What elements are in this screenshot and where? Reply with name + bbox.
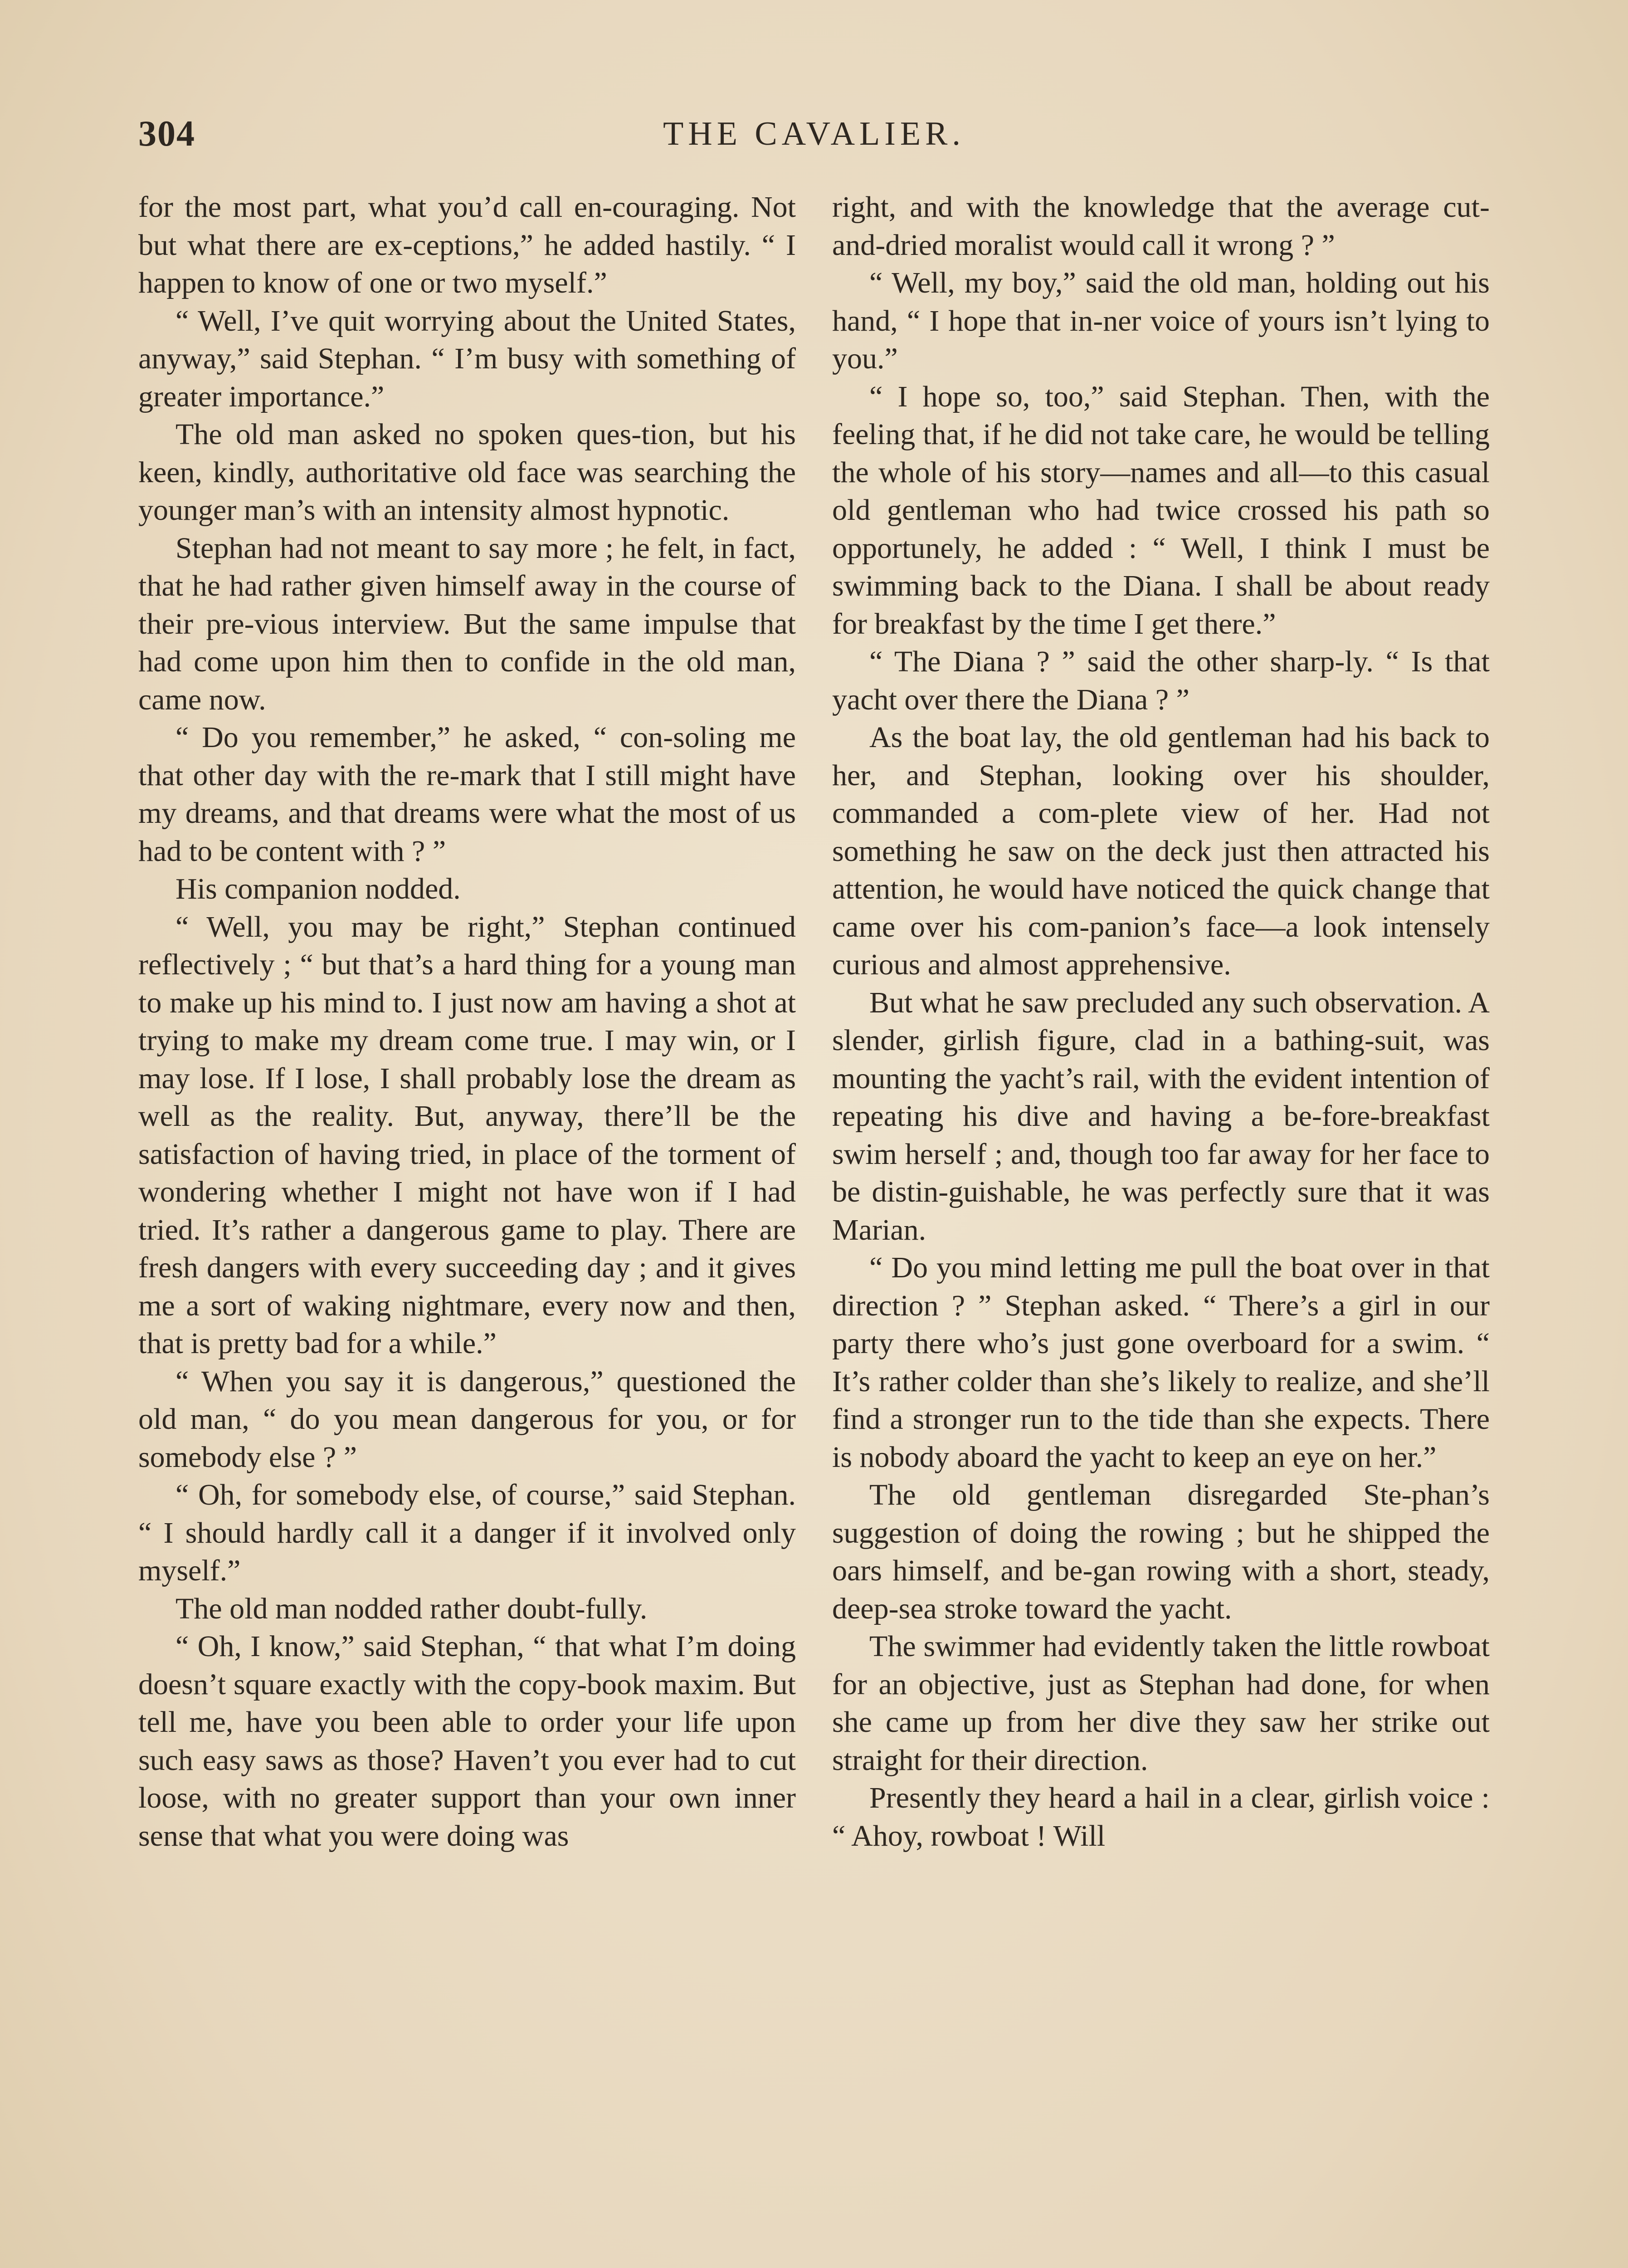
- paragraph: “ Well, you may be right,” Stephan continued reflectively ; “ but that’s a hard thing for a young man to make up his mind to. I just now am having a shot at trying to make my dream come true. I may win, or I may lose. If I lose, I shall probably lose the dream as well as the reality. But, anyway, there’ll be the satisfaction of having tried, in place of the torment of wondering whether I might not have won if I had tried. It’s rather a dangerous game to play. There are fresh dangers with every succeeding day ; and it gives me a sort of waking nightmare, every now and then, that is pretty bad for a while.”: [138, 910, 796, 1360]
- paragraph: His companion nodded.: [175, 872, 461, 905]
- paragraph: “ Oh, for somebody else, of course,” said Stephan. “ I should hardly call it a danger if it involved only myself.”: [138, 1478, 796, 1587]
- page-number: 304: [138, 114, 195, 154]
- paragraph: Presently they heard a hail in a clear, girlish voice : “ Ahoy, rowboat ! Will: [832, 1781, 1490, 1853]
- paragraph: The swimmer had evidently taken the little rowboat for an objective, just as Stephan had done, for when she came up from her dive they saw her strike out straight for their direction.: [832, 1630, 1490, 1777]
- paragraph: “ Oh, I know,” said Stephan, “ that what I’m doing doesn’t square exactly with the copy-book maxim. But tell me, have you been able to order your life upon such easy saws as those? Haven’t you ever had to cut loose, with no greater support than your own inner sense that what you were doing was: [138, 1630, 796, 1853]
- paragraph: “ When you say it is dangerous,” questioned the old man, “ do you mean dangerous for you, or for somebody else ? ”: [138, 1364, 796, 1474]
- paragraph: “ Well, my boy,” said the old man, holding out his hand, “ I hope that in-ner voice of yours isn’t lying to you.”: [832, 266, 1490, 375]
- paragraph: “ The Diana ? ” said the other sharp-ly. “ Is that yacht over there the Diana ? ”: [832, 645, 1490, 716]
- paragraph: “ Do you mind letting me pull the boat over in that direction ? ” Stephan asked. “ There’s a girl in our party there who’s just gone overboard for a swim. “ It’s rather colder than she’s likely to realize, and she’ll find a stronger run to the tide than she expects. There is nobody aboard the yacht to keep an eye on her.”: [832, 1251, 1490, 1474]
- paragraph: As the boat lay, the old gentleman had his back to her, and Stephan, looking over his shoulder, commanded a com-plete view of her. Had not something he saw on the deck just then attracted his attention, he would have noticed the quick change that came over his com-panion’s face—a look intensely curious and almost apprehensive.: [832, 721, 1490, 981]
- paragraph: right, and with the knowledge that the average cut-and-dried moralist would call it wrong ? ”: [832, 191, 1490, 262]
- paragraph: Stephan had not meant to say more ; he felt, in fact, that he had rather given himself away in the course of their pre-vious interview. But the same impulse that had come upon him then to confide in the old man, came now.: [138, 531, 796, 716]
- right-column: [832, 188, 1490, 1855]
- paragraph: for the most part, what you’d call en-couraging. Not but what there are ex-ceptions,” he added hastily. “ I happen to know of one or two myself.”: [138, 191, 796, 299]
- paragraph: The old gentleman disregarded Ste-phan’s suggestion of doing the rowing ; but he shipped the oars himself, and be-gan rowing with a short, steady, deep-sea stroke toward the yacht.: [832, 1478, 1490, 1625]
- left-column: [138, 188, 796, 1855]
- paragraph: The old man asked no spoken ques-tion, but his keen, kindly, authoritative old face was searching the younger man’s with an intensity almost hypnotic.: [138, 418, 796, 527]
- paragraph: “ I hope so, too,” said Stephan. Then, with the feeling that, if he did not take care, he would be telling the whole of his story—names and all—to this casual old gentleman who had twice crossed his path so opportunely, he added : “ Well, I think I must be swimming back to the Diana. I shall be about ready for breakfast by the time I get there.”: [832, 380, 1490, 640]
- page-header: [138, 109, 1490, 159]
- paragraph: “ Well, I’ve quit worrying about the United States, anyway,” said Stephan. “ I’m busy with something of greater importance.”: [138, 304, 796, 413]
- paragraph: “ Do you remember,” he asked, “ con-soling me that other day with the re-mark that I still might have my dreams, and that dreams were what the most of us had to be content with ? ”: [138, 721, 796, 868]
- paragraph: The old man nodded rather doubt-fully.: [175, 1592, 648, 1625]
- running-head: THE CAVALIER.: [663, 115, 965, 152]
- paragraph: But what he saw precluded any such observation. A slender, girlish figure, clad in a bathing-suit, was mounting the yacht’s rail, with the evident intention of repeating his dive and having a be-fore-breakfast swim herself ; and, though too far away for her face to be distin-guishable, he was perfectly sure that it was Marian.: [832, 986, 1490, 1246]
